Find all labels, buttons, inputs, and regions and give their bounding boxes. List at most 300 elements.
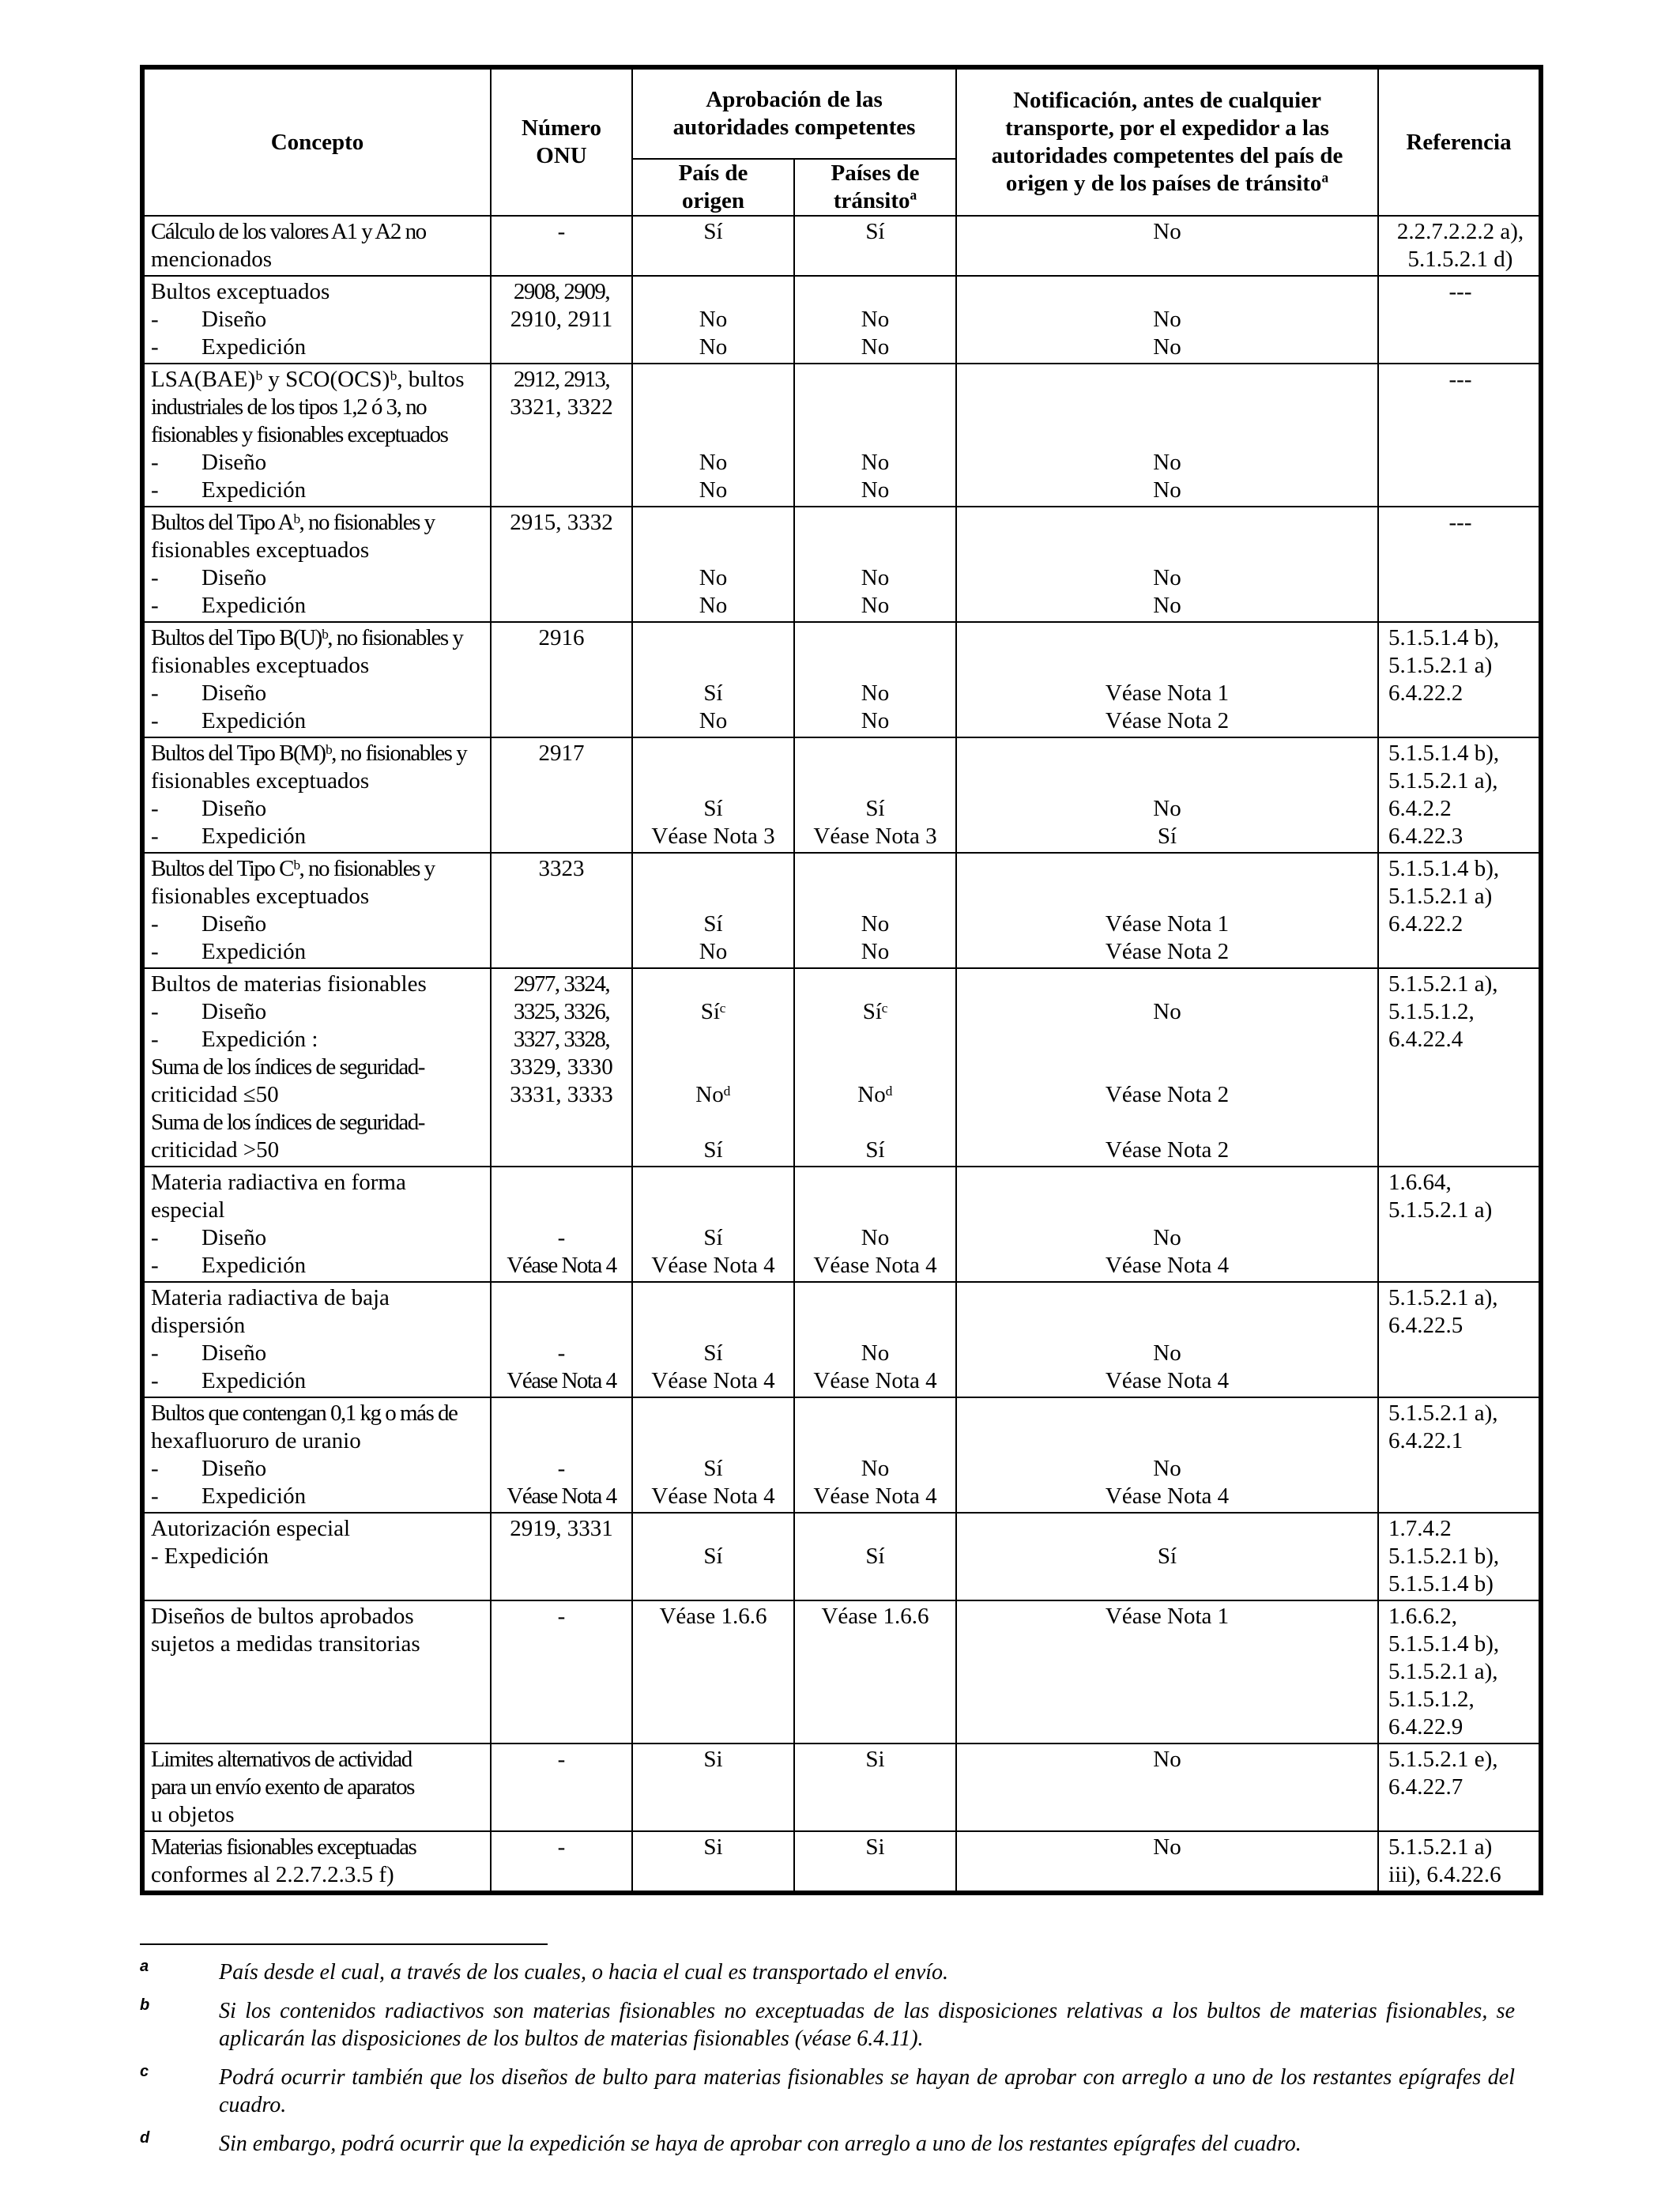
cell-referencia: [1378, 364, 1541, 507]
cell-line: Véase Nota 4: [813, 1253, 937, 1278]
cell-paises-transito: [794, 1282, 956, 1397]
cell-numero-onu: [491, 737, 632, 853]
cell-line: [963, 855, 1371, 883]
cell-line: No: [861, 307, 890, 332]
cell-concepto: [142, 216, 491, 276]
list-dash: -: [151, 708, 159, 733]
cell-line: u objetos: [151, 1802, 235, 1827]
list-dash: -: [151, 334, 159, 360]
cell-line: 5.1.5.2.1 a),: [1388, 1285, 1498, 1310]
cell-line: Sí: [703, 911, 723, 937]
header-concepto: Concepto: [142, 67, 491, 216]
cell-line: [801, 394, 949, 421]
footnote: [140, 1997, 1515, 2053]
cell-line: [639, 394, 787, 421]
cell-line: No: [1153, 1225, 1181, 1250]
cell-line: 6.4.22.4: [1388, 1027, 1463, 1052]
cell-line: [801, 1400, 949, 1427]
cell-line: Síᶜ: [700, 999, 726, 1024]
cell-line: 2919, 3331: [510, 1516, 613, 1541]
cell-line: [498, 823, 625, 850]
cell-line: [801, 366, 949, 394]
sub-item-label: Expedición: [202, 1483, 307, 1509]
sub-item-label: Diseño: [202, 1340, 267, 1366]
cell-line: 6.4.22.2: [1388, 911, 1463, 937]
sub-item-label: Diseño: [202, 1225, 267, 1250]
cell-line: [498, 767, 625, 795]
cell-referencia: [1378, 216, 1541, 276]
cell-numero-onu: [491, 968, 632, 1167]
cell-line: -: [557, 1604, 566, 1629]
cell-line: [151, 823, 484, 850]
cell-line: Véase Nota 2: [1105, 939, 1230, 964]
cell-pais-origen: [632, 364, 794, 507]
cell-notificacion: [956, 1397, 1378, 1513]
cell-line: 5.1.5.2.1 a),: [1388, 768, 1498, 794]
cell-line: No: [1153, 1747, 1181, 1772]
cell-pais-origen: [632, 1282, 794, 1397]
cell-line: [498, 592, 625, 620]
cell-line: [639, 366, 787, 394]
sub-item-label: Expedición: [202, 708, 307, 733]
sub-item-label: Expedición: [202, 824, 307, 849]
cell-line: [498, 1109, 625, 1137]
cell-line: [151, 306, 484, 334]
table-body: [142, 216, 1541, 1893]
list-dash: -: [151, 999, 159, 1024]
cell-line: Bultos del Tipo Aᵇ, no fisionables y: [151, 510, 435, 535]
list-dash: -: [151, 593, 159, 618]
cell-line: mencionados: [151, 247, 273, 272]
cell-line: No: [861, 939, 890, 964]
cell-line: fisionables y fisionables exceptuados: [151, 422, 448, 447]
cell-pais-origen: [632, 1744, 794, 1831]
cell-referencia: [1378, 1744, 1541, 1831]
cell-line: [151, 1483, 484, 1510]
cell-line: [963, 1054, 1371, 1081]
cell-line: [151, 592, 484, 620]
cell-line: Véase Nota 4: [1105, 1253, 1230, 1278]
cell-line: Si: [865, 1747, 885, 1772]
cell-line: ---: [1448, 367, 1472, 392]
cell-notificacion: [956, 1831, 1378, 1893]
header-paises-transito-note: a: [910, 187, 917, 203]
cell-line: [963, 278, 1371, 306]
cell-paises-transito: [794, 1397, 956, 1513]
cell-line: 5.1.5.2.1 a),: [1388, 1659, 1498, 1684]
cell-line: [639, 421, 787, 449]
cell-numero-onu: [491, 507, 632, 622]
cell-numero-onu: [491, 1167, 632, 1282]
list-dash: -: [151, 450, 159, 475]
cell-line: Sí: [703, 1225, 723, 1250]
cell-line: Véase Nota 4: [651, 1483, 775, 1509]
cell-line: [801, 740, 949, 767]
list-dash: -: [151, 1253, 159, 1278]
cell-line: [498, 1427, 625, 1455]
cell-line: [801, 855, 949, 883]
cell-line: No: [699, 450, 728, 475]
list-dash: -: [151, 1368, 159, 1393]
cell-line: Materia radiactiva en forma: [151, 1170, 406, 1195]
list-dash: -: [151, 796, 159, 821]
cell-line: No: [1153, 219, 1181, 244]
cell-line: -: [557, 1747, 566, 1772]
cell-pais-origen: [632, 507, 794, 622]
cell-line: [498, 1543, 625, 1570]
cell-line: Véase Nota 3: [651, 824, 775, 849]
cell-line: 6.4.22.5: [1388, 1313, 1463, 1338]
cell-paises-transito: [794, 364, 956, 507]
cell-line: No: [1153, 593, 1181, 618]
cell-line: 5.1.5.2.1 a): [1388, 1197, 1493, 1223]
cell-numero-onu: [491, 1831, 632, 1893]
cell-concepto: [142, 853, 491, 968]
cell-line: [151, 564, 484, 592]
cell-line: Véase Nota 2: [1105, 1082, 1230, 1107]
cell-line: [639, 1054, 787, 1081]
cell-referencia: [1378, 1513, 1541, 1600]
cell-line: [151, 680, 484, 707]
cell-pais-origen: [632, 1167, 794, 1282]
cell-line: [498, 795, 625, 823]
cell-line: Bultos del Tipo B(M)ᵇ, no fisionables y: [151, 741, 467, 766]
sub-item-label: Diseño: [202, 911, 267, 937]
cell-line: Cálculo de los valores A1 y A2 no: [151, 219, 426, 244]
cell-line: [151, 1455, 484, 1483]
cell-line: [498, 1284, 625, 1312]
cell-line: Si: [865, 1834, 885, 1860]
cell-line: Véase Nota 4: [651, 1253, 775, 1278]
table-row: [142, 364, 1541, 507]
cell-pais-origen: [632, 1397, 794, 1513]
cell-line: [639, 1169, 787, 1197]
cell-line: [963, 1427, 1371, 1455]
footnotes: [140, 1958, 1515, 2169]
cell-line: [151, 1026, 484, 1054]
sub-item-label: Expedición: [202, 1368, 307, 1393]
cell-notificacion: [956, 1744, 1378, 1831]
cell-line: [963, 1312, 1371, 1340]
cell-line: 5.1.5.2.1 b),: [1388, 1544, 1500, 1569]
list-dash: -: [151, 307, 159, 332]
cell-line: Véase Nota 3: [813, 824, 937, 849]
cell-line: Suma de los índices de seguridad-: [151, 1110, 424, 1135]
cell-line: No: [1153, 1456, 1181, 1481]
cell-line: [801, 624, 949, 652]
header-numero-onu: Número ONU: [491, 67, 632, 216]
table-row: [142, 276, 1541, 364]
footnote-mark: a: [140, 1958, 149, 1975]
table-row: [142, 1600, 1541, 1744]
table-row: [142, 1831, 1541, 1893]
cell-line: Véase Nota 4: [813, 1368, 937, 1393]
cell-line: [498, 449, 625, 477]
list-dash: -: [151, 1456, 159, 1481]
footnote-divider: [140, 1943, 548, 1945]
cell-line: Véase Nota 4: [813, 1483, 937, 1509]
cell-line: [498, 477, 625, 504]
cell-paises-transito: [794, 1600, 956, 1744]
cell-pais-origen: [632, 1600, 794, 1744]
cell-line: 2910, 2911: [510, 307, 613, 332]
cell-line: [639, 740, 787, 767]
table-row: [142, 853, 1541, 968]
cell-line: [963, 421, 1371, 449]
cell-line: 6.4.22.1: [1388, 1428, 1463, 1453]
list-dash: -: [151, 1483, 159, 1509]
sub-item-label: Expedición: [202, 477, 307, 503]
cell-line: [801, 278, 949, 306]
cell-line: 3331, 3333: [510, 1082, 613, 1107]
cell-line: Véase Nota 4: [1105, 1368, 1230, 1393]
cell-line: 5.1.5.1.4 b): [1388, 1571, 1494, 1596]
cell-line: [498, 680, 625, 707]
cell-line: No: [1153, 999, 1181, 1024]
cell-line: Véase Nota 4: [651, 1368, 775, 1393]
cell-notificacion: [956, 364, 1378, 507]
cell-line: [963, 883, 1371, 910]
cell-paises-transito: [794, 1831, 956, 1893]
cell-line: [639, 1284, 787, 1312]
cell-line: [801, 883, 949, 910]
cell-line: [498, 564, 625, 592]
cell-paises-transito: [794, 1513, 956, 1600]
cell-line: [801, 767, 949, 795]
cell-line: [801, 652, 949, 680]
cell-line: 5.1.5.2.1 a),: [1388, 1400, 1498, 1426]
cell-line: conformes al 2.2.7.2.3.5 f): [151, 1862, 394, 1887]
cell-line: Sí: [865, 796, 885, 821]
cell-line: ---: [1448, 510, 1472, 535]
footnote-text: Podrá ocurrir también que los diseños de bulto para materias fisionables se hayan de aprobar con arreglo a uno de los restantes epígrafes del cuadro.: [219, 2065, 1515, 2117]
list-dash: -: [151, 477, 159, 503]
cell-line: especial: [151, 1197, 225, 1223]
cell-line: Véase 1.6.6: [821, 1604, 929, 1629]
cell-line: [801, 421, 949, 449]
cell-line: 5.1.5.1.4 b),: [1388, 741, 1500, 766]
cell-pais-origen: [632, 1831, 794, 1893]
cell-paises-transito: [794, 216, 956, 276]
cell-paises-transito: [794, 1744, 956, 1831]
cell-line: No: [861, 680, 890, 706]
list-dash: -: [151, 939, 159, 964]
cell-line: No: [861, 593, 890, 618]
cell-line: hexafluoruro de uranio: [151, 1428, 361, 1453]
cell-line: [639, 1427, 787, 1455]
sub-item-label: Diseño: [202, 565, 267, 590]
cell-line: [801, 1312, 949, 1340]
cell-line: Materia radiactiva de baja: [151, 1285, 390, 1310]
cell-line: [498, 421, 625, 449]
sub-item-label: Diseño: [202, 999, 267, 1024]
cell-line: Sí: [703, 1456, 723, 1481]
cell-referencia: [1378, 1282, 1541, 1397]
cell-line: [963, 509, 1371, 537]
table-row: [142, 1167, 1541, 1282]
cell-line: No: [861, 1225, 890, 1250]
cell-concepto: [142, 968, 491, 1167]
cell-line: [963, 1026, 1371, 1054]
cell-referencia: [1378, 276, 1541, 364]
header-aprobacion: Aprobación de las autoridades competentes: [632, 67, 956, 159]
cell-pais-origen: [632, 853, 794, 968]
cell-numero-onu: [491, 853, 632, 968]
cell-line: Síᶜ: [862, 999, 888, 1024]
cell-line: Sí: [865, 1544, 885, 1569]
cell-line: Bultos del Tipo B(U)ᵇ, no fisionables y: [151, 625, 463, 650]
cell-line: No: [1153, 450, 1181, 475]
cell-line: Bultos que contengan 0,1 kg o más de: [151, 1400, 458, 1426]
cell-line: [801, 1109, 949, 1137]
cell-line: Si: [703, 1747, 723, 1772]
cell-line: -: [557, 219, 566, 244]
cell-line: [639, 624, 787, 652]
cell-line: Noᵈ: [695, 1082, 731, 1107]
cell-line: [963, 1400, 1371, 1427]
cell-notificacion: [956, 276, 1378, 364]
header-pais-origen: País de origen: [632, 159, 794, 216]
cell-line: 5.1.5.2.1 e),: [1388, 1747, 1498, 1772]
cell-notificacion: [956, 1513, 1378, 1600]
cell-line: Véase Nota 4: [507, 1483, 616, 1509]
cell-concepto: [142, 622, 491, 737]
cell-line: No: [1153, 1834, 1181, 1860]
cell-line: 6.4.22.7: [1388, 1774, 1463, 1800]
cell-line: [639, 855, 787, 883]
cell-line: No: [861, 477, 890, 503]
cell-line: 1.6.64,: [1388, 1170, 1452, 1195]
cell-line: 2916: [538, 625, 585, 650]
cell-line: [498, 938, 625, 966]
list-dash: -: [151, 1225, 159, 1250]
cell-line: No: [699, 593, 728, 618]
cell-line: LSA(BAE)ᵇ y SCO(OCS)ᵇ, bultos: [151, 367, 465, 392]
cell-concepto: [142, 1397, 491, 1513]
footnote-text: Si los contenidos radiactivos son materias fisionables no exceptuadas de las disposiciones relativas a los bultos de materias fisionables, se aplicarán las disposiciones de los bultos de materias fisionables (véase 6.4.11).: [219, 1999, 1515, 2051]
cell-line: [639, 883, 787, 910]
cell-notificacion: [956, 1600, 1378, 1744]
cell-paises-transito: [794, 1167, 956, 1282]
cell-line: 3325, 3326,: [513, 999, 610, 1024]
cell-line: [801, 1054, 949, 1081]
cell-line: 5.1.5.1.2,: [1388, 1687, 1475, 1712]
cell-line: fisionables exceptuados: [151, 537, 370, 563]
cell-line: [963, 366, 1371, 394]
cell-notificacion: [956, 1282, 1378, 1397]
cell-line: 3329, 3330: [510, 1054, 613, 1080]
cell-line: - Expedición: [151, 1544, 269, 1569]
list-dash: -: [151, 1340, 159, 1366]
sub-item-label: Expedición :: [202, 1027, 318, 1052]
table-header: [142, 67, 1541, 216]
cell-line: 5.1.5.2.1 a),: [1388, 971, 1498, 997]
list-dash: -: [151, 565, 159, 590]
footnote: [140, 1958, 1515, 1986]
cell-referencia: [1378, 1167, 1541, 1282]
cell-line: 6.4.2.2: [1388, 796, 1452, 821]
cell-line: Véase Nota 4: [1105, 1483, 1230, 1509]
cell-concepto: [142, 276, 491, 364]
cell-line: 6.4.22.3: [1388, 824, 1463, 849]
footnote-text: País desde el cual, a través de los cuales, o hacia el cual es transportado el envío.: [219, 1960, 949, 1985]
cell-line: Sí: [1157, 824, 1177, 849]
sub-item-label: Diseño: [202, 680, 267, 706]
table-row: [142, 1282, 1541, 1397]
cell-concepto: [142, 1282, 491, 1397]
cell-line: Véase Nota 4: [507, 1253, 616, 1278]
cell-line: 2912, 2913,: [513, 367, 610, 392]
cell-line: [963, 624, 1371, 652]
cell-line: [963, 537, 1371, 564]
cell-line: No: [699, 477, 728, 503]
cell-line: [639, 767, 787, 795]
cell-paises-transito: [794, 968, 956, 1167]
cell-line: 6.4.22.2: [1388, 680, 1463, 706]
cell-notificacion: [956, 507, 1378, 622]
cell-line: No: [861, 1456, 890, 1481]
cell-line: No: [699, 307, 728, 332]
cell-line: 2977, 3324,: [513, 971, 610, 997]
cell-line: ---: [1448, 279, 1472, 304]
footnote-mark: d: [140, 2129, 150, 2147]
sub-item-label: Expedición: [202, 334, 307, 360]
cell-line: [639, 652, 787, 680]
cell-line: Si: [703, 1834, 723, 1860]
cell-line: [963, 1169, 1371, 1197]
cell-line: industriales de los tipos 1,2 ó 3, no: [151, 394, 427, 420]
cell-notificacion: [956, 968, 1378, 1167]
cell-line: Sí: [703, 680, 723, 706]
cell-line: [963, 652, 1371, 680]
list-dash: -: [151, 1027, 159, 1052]
list-dash: -: [151, 911, 159, 937]
cell-line: Véase Nota 1: [1105, 680, 1230, 706]
cell-line: [639, 1197, 787, 1224]
cell-line: No: [861, 708, 890, 733]
cell-paises-transito: [794, 737, 956, 853]
sub-item-label: Diseño: [202, 1456, 267, 1481]
cell-line: [639, 1515, 787, 1543]
cell-line: [801, 1197, 949, 1224]
cell-line: 2915, 3332: [510, 510, 613, 535]
cell-line: Sí: [703, 1137, 723, 1163]
cell-line: 2908, 2909,: [513, 279, 610, 304]
cell-paises-transito: [794, 507, 956, 622]
cell-numero-onu: [491, 1600, 632, 1744]
cell-line: 2917: [538, 741, 585, 766]
cell-line: [498, 1197, 625, 1224]
cell-line: [801, 1427, 949, 1455]
sub-item-label: Expedición: [202, 593, 307, 618]
header-notificacion-note: a: [1321, 169, 1329, 186]
cell-line: [801, 537, 949, 564]
cell-concepto: [142, 1600, 491, 1744]
cell-numero-onu: [491, 1744, 632, 1831]
cell-line: Véase Nota 1: [1105, 1604, 1230, 1629]
cell-line: Véase Nota 2: [1105, 1137, 1230, 1163]
cell-line: [639, 537, 787, 564]
cell-line: [498, 910, 625, 938]
cell-line: [801, 1515, 949, 1543]
footnote-text: Sin embargo, podrá ocurrir que la expedición se haya de aprobar con arreglo a uno de los restantes epígrafes del cuadro.: [219, 2132, 1301, 2156]
cell-line: Sí: [703, 219, 723, 244]
footnote-mark: b: [140, 1996, 150, 2014]
cell-notificacion: [956, 216, 1378, 276]
list-dash: -: [151, 680, 159, 706]
cell-notificacion: [956, 1167, 1378, 1282]
cell-referencia: [1378, 1831, 1541, 1893]
